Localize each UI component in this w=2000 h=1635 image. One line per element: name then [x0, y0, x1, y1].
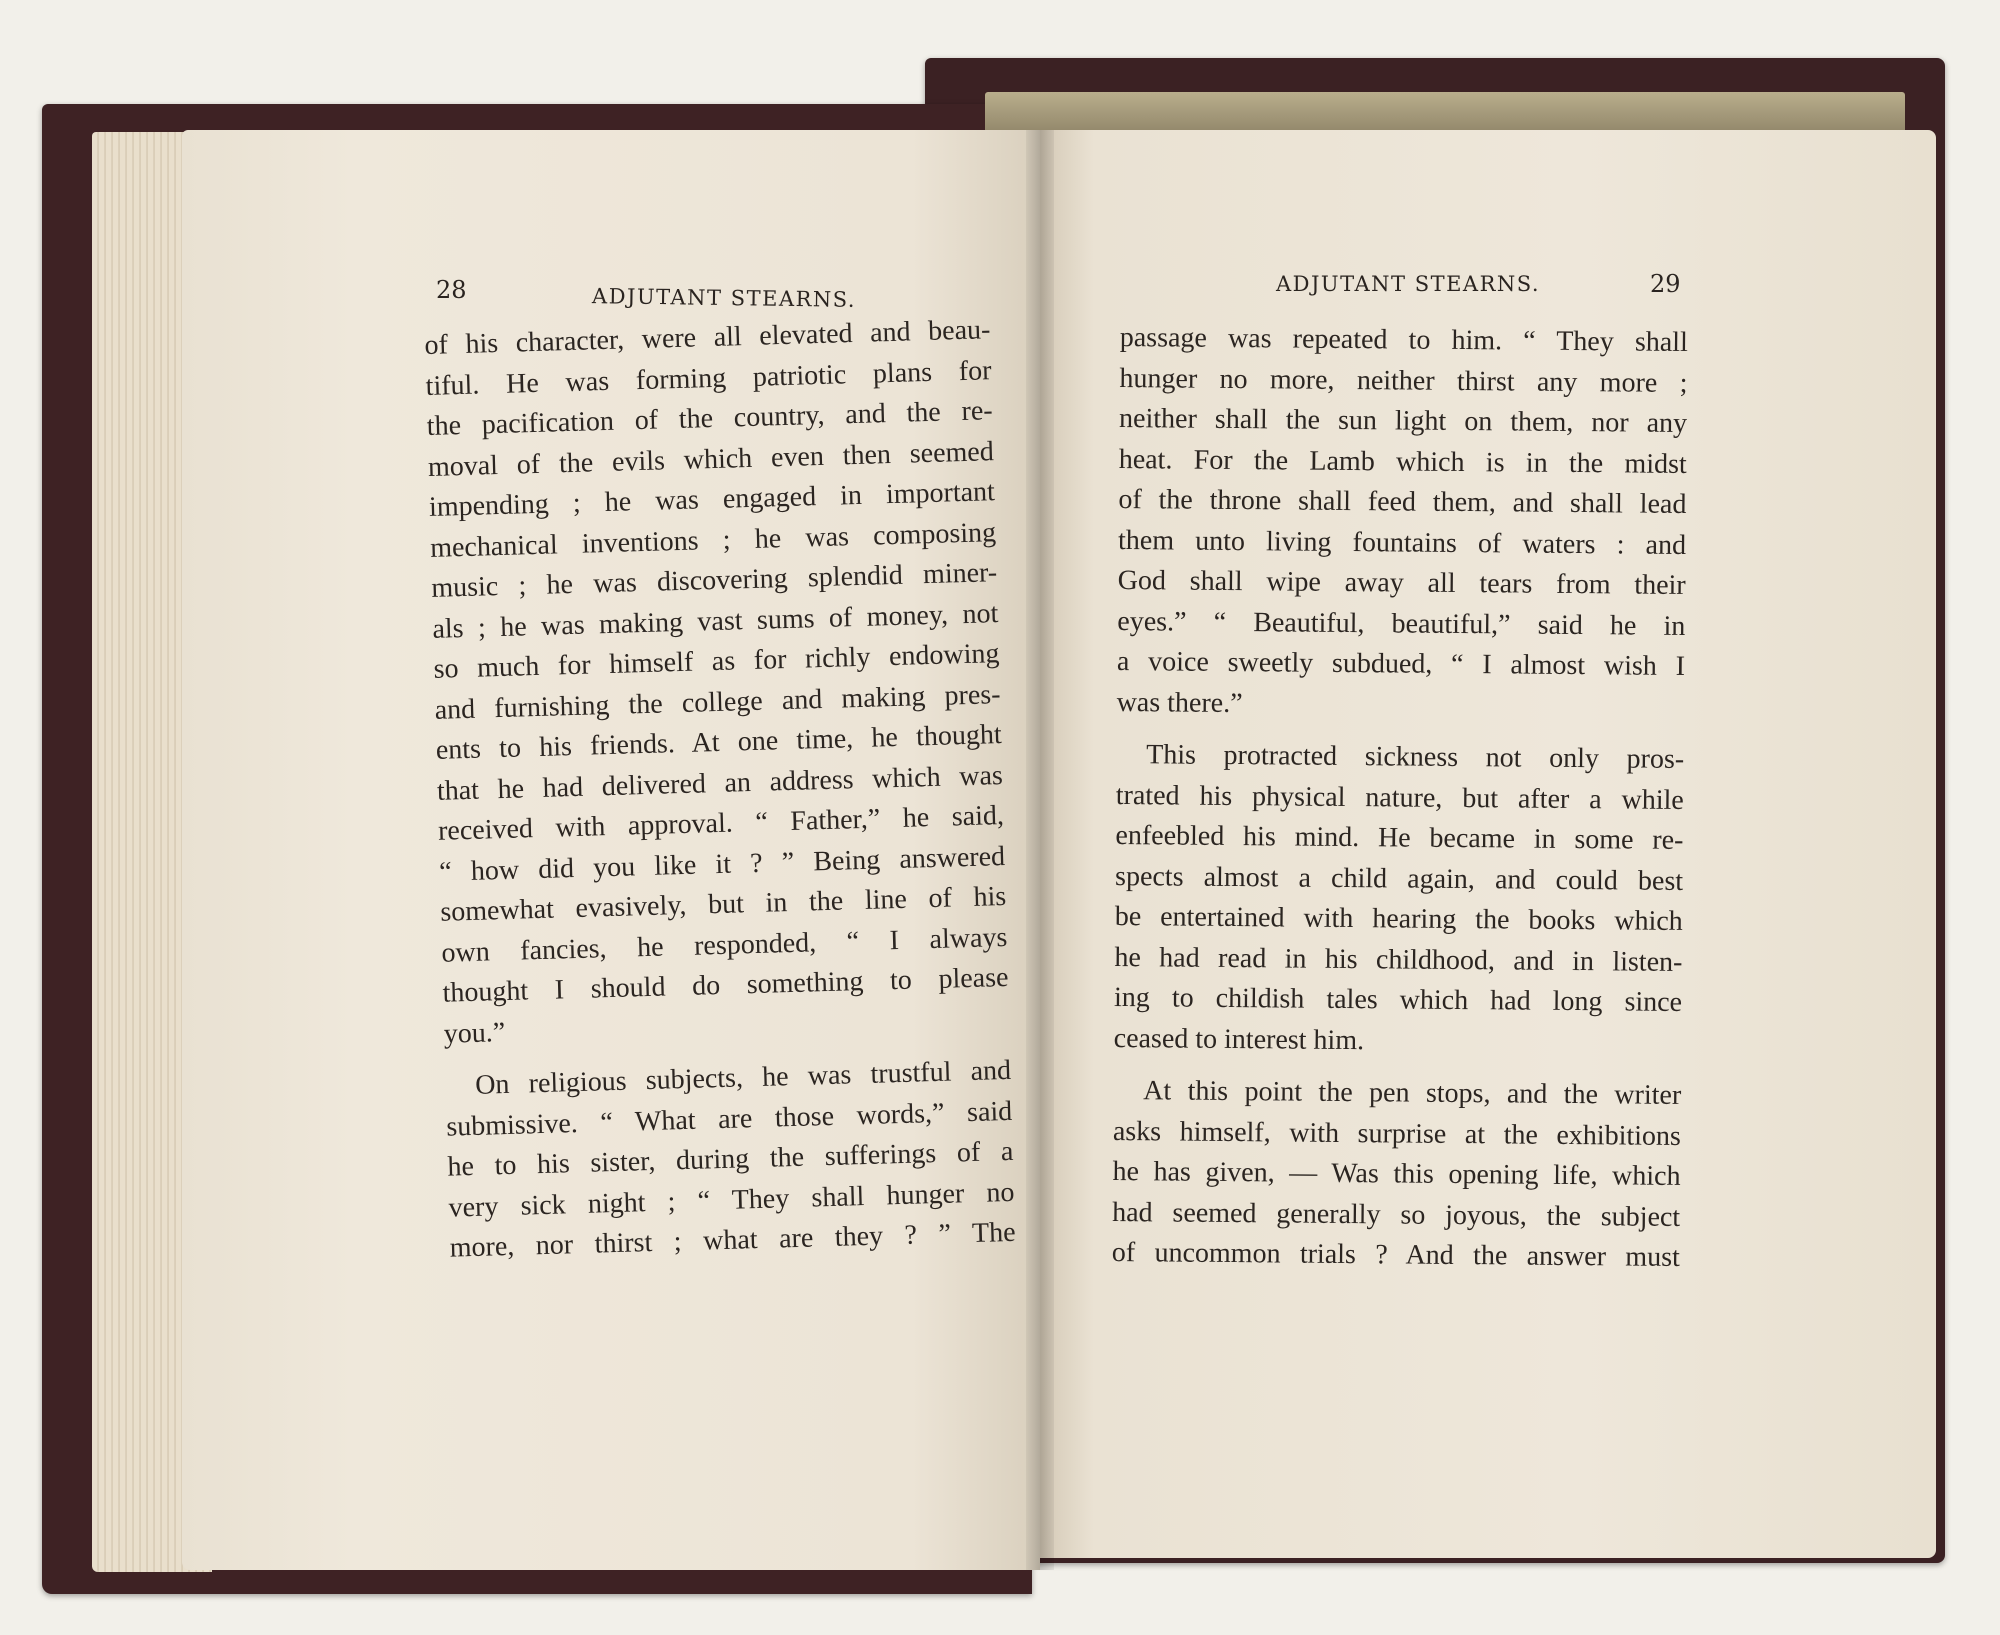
book-gutter	[1026, 130, 1054, 1570]
text-line: mechanical inventions ; he was composing	[429, 516, 997, 564]
text-line: submissive. “ What are those words,” said	[445, 1095, 1013, 1143]
text-line: own fancies, he responded, “ I always	[441, 921, 1008, 969]
text-line: more, nor thirst ; what are they ? ” The	[449, 1216, 1016, 1264]
text-line: passage was repeated to him. “ They shall	[1119, 321, 1688, 358]
text-line: them unto living fountains of waters : and	[1117, 524, 1687, 561]
text-line: a voice sweetly subdued, “ I almost wish I	[1116, 645, 1686, 682]
left-page-number: 28	[436, 276, 467, 304]
text-line: moval of the evils which even then seemed	[427, 435, 995, 483]
text-line: was there.”	[1116, 686, 1243, 719]
left-running-head: ADJUTANT STEARNS.	[591, 284, 857, 312]
text-line: ents to his friends. At one time, he thought	[435, 719, 1003, 766]
text-line: spects almost a child again, and could best	[1114, 860, 1684, 897]
text-line: impending ; he was engaged in important	[428, 476, 996, 523]
right-page-number: 29	[1650, 270, 1681, 298]
text-line: be entertained with hearing the books which	[1114, 900, 1683, 937]
text-line: he has given, — Was this opening life, which	[1112, 1155, 1681, 1192]
text-line: he had read in his childhood, and in listen-	[1114, 941, 1683, 978]
text-line: eyes.” “ Beautiful, beautiful,” said he in	[1117, 605, 1686, 642]
text-line: “ how did you like it ? ” Being answered	[438, 840, 1006, 888]
text-line: At this point the pen stops, and the writer	[1143, 1075, 1682, 1111]
text-line: als ; he was making vast sums of money, not	[432, 597, 999, 645]
text-line: of his character, were all elevated and beau-	[424, 314, 991, 361]
text-line: had seemed generally so joyous, the subject	[1112, 1196, 1681, 1233]
text-line: music ; he was discovering splendid miner-	[430, 557, 998, 604]
text-line: asks himself, with surprise at the exhibitions	[1112, 1115, 1682, 1152]
text-line: tiful. He was forming patriotic plans for	[425, 354, 992, 402]
text-line: This protracted sickness not only pros-	[1146, 739, 1685, 775]
text-line: very sick night ; “ They shall hunger no	[448, 1176, 1015, 1224]
text-line: hunger no more, neither thirst any more ;	[1119, 362, 1688, 399]
text-line: On religious subjects, he was trustful and	[474, 1054, 1012, 1101]
text-line: heat. For the Lamb which is in the midst	[1118, 443, 1687, 480]
text-line: of uncommon trials ? And the answer must	[1111, 1236, 1680, 1273]
text-line: God shall wipe away all tears from their	[1117, 564, 1686, 601]
text-line: ceased to interest him.	[1113, 1022, 1365, 1056]
left-page-text	[424, 310, 1016, 1269]
text-line: and furnishing the college and making pres-	[434, 678, 1001, 726]
right-page-text	[1112, 318, 1688, 1278]
text-line: trated his physical nature, but after a while	[1115, 779, 1684, 816]
text-line: the pacification of the country, and the re-	[426, 395, 994, 442]
text-line: he to his sister, during the sufferings of a	[447, 1135, 1014, 1183]
text-line: of the throne shall feed them, and shall lead	[1118, 483, 1687, 520]
right-running-head: ADJUTANT STEARNS.	[1276, 272, 1541, 296]
text-line: that he had delivered an address which was	[436, 759, 1004, 807]
text-line: neither shall the sun light on them, nor any	[1118, 402, 1688, 439]
text-line: ing to childish tales which had long since	[1113, 981, 1683, 1018]
text-line: somewhat evasively, but in the line of his	[439, 880, 1007, 928]
text-line: you.”	[443, 1016, 506, 1050]
text-line: so much for himself as for richly endowing	[433, 638, 1000, 685]
text-line: enfeebled his mind. He became in some re-	[1115, 819, 1684, 856]
text-line: thought I should do something to please	[442, 961, 1009, 1009]
text-line: received with approval. “ Father,” he said,	[437, 800, 1005, 847]
